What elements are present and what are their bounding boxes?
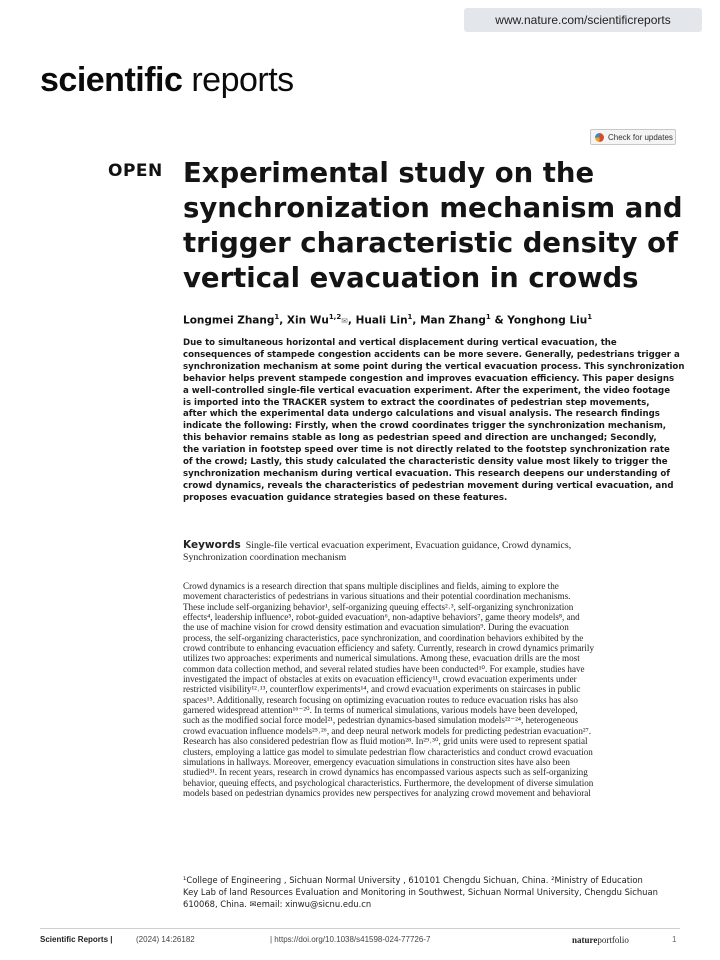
body-line: behavior, queuing effects, and psychological characteristics. Furthermore, the development of diverse simulation — [183, 777, 594, 788]
abstract-line: this behavior remains stable as long as pedestrian speed and direction are unchanged; Secondly, — [183, 433, 657, 444]
crossmark-icon — [595, 133, 604, 142]
abstract-line: of the crowd; Lastly, this study calculated the characteristic density value most likely to trigger the — [183, 457, 668, 468]
abstract-line: consequences of stampede congestion accidents can be more severe. Generally, pedestrians trigger a — [183, 349, 680, 360]
body-line: These include self-organizing behavior¹, self-organizing queuing effects²˒³, self-organizing synchronization — [183, 601, 574, 612]
body-line: simulations in hallways. Moreover, emergency evacuation simulations in construction sites have also been — [183, 756, 570, 767]
body-line: Crowd dynamics is a research direction that spans multiple disciplines and fields, aiming to explore the — [183, 581, 559, 591]
body-line: investigated the impact of obstacles at exits on evacuation efficiency¹¹, crowd evacuation experiments under — [183, 674, 577, 685]
body-line: such as the modified social force model²¹, pedestrian dynamics-based simulation models²²⁻²⁴, heterogeneous — [183, 715, 579, 726]
body-line: studied³¹. In recent years, research in crowd dynamics has encompassed various aspects such as self-organizing — [183, 767, 588, 778]
keywords-label: Keywords — [183, 539, 241, 551]
affiliation-line: ¹College of Engineering , Sichuan Normal University , 610101 Chengdu Sichuan, China. ²Ministry of Education — [183, 875, 643, 885]
body-line: garnered widespread attention¹⁶⁻²⁰. In terms of numerical simulations, various models have been developed, — [183, 705, 578, 716]
article-title — [183, 156, 683, 296]
author-name[interactable]: Man Zhang — [420, 314, 486, 327]
abstract-line: proposes evacuation guidance strategies based on these features. — [183, 492, 508, 503]
open-access-label: OPEN — [108, 161, 163, 181]
abstract-line: crowd dynamics, reveals the characteristics of pedestrian movement during vertical evacuation, and — [183, 480, 674, 491]
author-name[interactable]: Xin Wu — [286, 314, 329, 327]
body-line: effects⁴, leadership influence⁵, robot-guided evacuation⁶, non-adaptive behaviors⁷, game theory models⁸, and — [183, 612, 580, 623]
body-line: spaces¹⁵. Additionally, research focusing on optimizing evacuation routes to reduce evacuation risks has also — [183, 694, 578, 705]
nature-portfolio-logo: natureportfolio — [572, 935, 629, 945]
keywords — [183, 539, 688, 564]
abstract-line: a well-controlled single-file vertical evacuation experiment. After the experiment, the video footage — [183, 385, 671, 396]
journal-logo — [40, 60, 294, 100]
author-list: Longmei Zhang$^1$, Xin Wu$^{1,2}$✉, Huali Lin$^1$, Man Zhang$^1$ & Yonghong Liu$^1$ — [183, 313, 593, 327]
body-line: common data collection method, and several related studies have been conducted¹⁰. For example, studies have — [183, 663, 585, 674]
body-line: models based on pedestrian dynamics provides new perspectives for analyzing crowd movement and behavioral — [183, 787, 591, 798]
author-name[interactable]: Longmei Zhang — [183, 314, 275, 327]
body-line: utilizes two approaches: experiments and numerical simulations. Among these, evacuation drills are the most — [183, 653, 580, 664]
abstract-line: synchronization mechanism during vertical evacuation. This research deepens our understanding of — [183, 468, 671, 479]
author-affiliation-sup: 1 — [274, 313, 280, 321]
title-line: synchronization mechanism and — [183, 192, 683, 224]
abstract-line: is imported into the TRACKER system to extract the coordinates of pedestrian step movements, — [183, 397, 650, 408]
abstract-line: Due to simultaneous horizontal and vertical displacement during vertical evacuation, the — [183, 338, 617, 348]
page-number: 1 — [672, 935, 677, 944]
journal-name-bold: scientific — [40, 61, 183, 99]
abstract-line: indicate the following: Firstly, when the crowd coordinates trigger the synchronization mechanism, — [183, 421, 667, 432]
abstract-line: after which the experimental data undergo calculations and visual analysis. The research findings — [183, 409, 660, 420]
body-line: crowd contribute to enhancing evacuation efficiency and safety. Currently, research in crowd dynamics primarily — [183, 643, 594, 654]
keywords-text: Synchronization coordination mechanism — [183, 552, 347, 563]
author-affiliation-sup: 1,2 — [328, 313, 342, 321]
check-for-updates-button[interactable] — [590, 129, 676, 145]
keywords-text: Single-file vertical evacuation experiment, Evacuation guidance, Crowd dynamics, — [245, 540, 572, 551]
body-line: Research has also considered pedestrian flow as fluid motion²⁸. In²⁹˒³⁰, grid units were used to represent spatial — [183, 736, 588, 747]
author-affiliation-sup: 1 — [485, 313, 491, 321]
journal-name-light: reports — [191, 61, 294, 99]
title-line: vertical evacuation in crowds — [183, 262, 639, 294]
journal-url-tab[interactable]: www.nature.com/scientificreports — [464, 8, 702, 32]
body-line: crowd evacuation influence models²⁵˒²⁶, and deep neural network models for predicting pedestrian evacuation²⁷. — [183, 725, 592, 736]
abstract-line: behavior helps prevent stampede congestion and improves evacuation efficiency. This paper designs — [183, 373, 675, 384]
footer-divider — [40, 928, 680, 929]
email-icon[interactable]: ✉ — [341, 316, 348, 326]
body-line: movement characteristics of pedestrians in various situations and their potential coordination mechanisms. — [183, 591, 571, 602]
body-text — [183, 581, 688, 798]
abstract — [183, 338, 688, 505]
title-line: Experimental study on the — [183, 157, 595, 189]
affiliations — [183, 874, 688, 910]
title-line: trigger characteristic density of — [183, 227, 678, 259]
body-line: process, the self-organizing characteristics, pace synchronization, and coordination behaviors exhibited by the — [183, 632, 584, 643]
author-affiliation-sup: 1 — [587, 313, 593, 321]
footer-citation: (2024) 14:26182 — [136, 935, 195, 944]
author-affiliation-sup: 1 — [407, 313, 413, 321]
affiliation-line: Key Lab of land Resources Evaluation and Monitoring in Southwest, Sichuan Normal University, Chengdu Sichuan — [183, 887, 658, 897]
footer-doi-link[interactable]: | https://doi.org/10.1038/s41598-024-77726-7 — [270, 935, 431, 944]
body-line: the use of machine vision for crowd density estimation and evacuation simulation⁹. During the evacuation — [183, 622, 569, 633]
body-line: clusters, employing a lattice gas model to simulate pedestrian flow characteristics and conduct crowd evacuation — [183, 746, 593, 757]
author-name[interactable]: Huali Lin — [355, 314, 408, 327]
abstract-line: the variation in footstep speed over time is not directly related to the footstep synchronization rate — [183, 445, 670, 456]
body-line: restricted visibility¹²˒¹³, counterflow experiments¹⁴, and crowd evacuation experiments on staircases in public — [183, 684, 581, 695]
affiliation-line[interactable]: 610068, China. ✉email: xinwu@sicnu.edu.cn — [183, 899, 372, 909]
footer-journal: Scientific Reports | — [40, 935, 113, 944]
check-for-updates-label: Check for updates — [608, 132, 673, 142]
abstract-line: synchronization mechanism at some point during the vertical evacuation process. This synchronization — [183, 361, 685, 372]
author-name[interactable]: Yonghong Liu — [507, 314, 588, 327]
